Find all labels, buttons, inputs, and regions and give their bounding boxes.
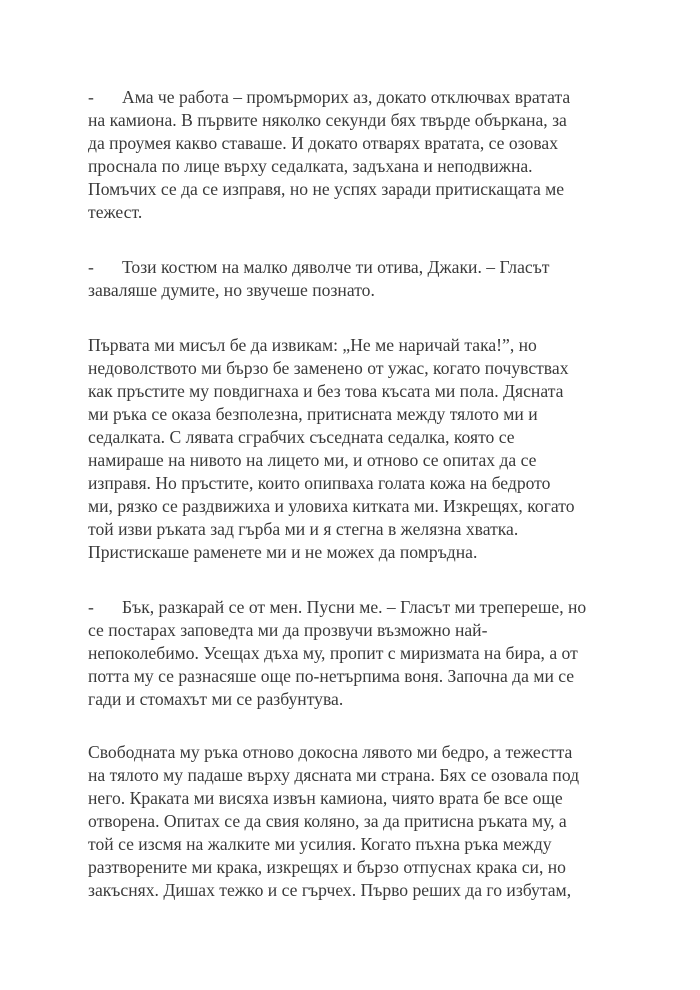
paragraph-line: ми ръка се оказа безполезна, притисната между тялото ми и (88, 404, 538, 424)
paragraph-line: да проумея какво ставаше. И докато отварях вратата, се озовах (88, 133, 559, 153)
paragraph-line: Пристискаше раменете ми и не можех да помръдна. (88, 542, 478, 562)
paragraph-line: закъснях. Дишах тежко и се гърчех. Първо реших да го избутам, (88, 880, 572, 900)
dialogue-dash: - (88, 257, 94, 277)
paragraph-4 (88, 596, 613, 711)
paragraph-line: - Този костюм на малко дяволче ти отива, Джаки. – Гласът (88, 257, 550, 277)
paragraph-line: намираше на нивото на лицето ми, и отново се опитах да се (88, 450, 537, 470)
paragraph-line: Свободната му ръка отново докосна лявото ми бедро, а тежестта (88, 742, 573, 762)
paragraph-line: се постарах заповедта ми да прозвучи възможно най- (88, 620, 488, 640)
paragraph-3 (88, 334, 613, 564)
paragraph-line: Първата ми мисъл бе да извикам: „Не ме наричай така!”, но (88, 335, 537, 355)
paragraph-line: непоколебимо. Усещах дъха му, пропит с миризмата на бира, а от (88, 643, 578, 663)
paragraph-line: - Бък, разкарай се от мен. Пусни ме. – Гласът ми трепереше, но (88, 597, 587, 617)
paragraph-line: разтворените ми крака, изкрещях и бързо отпуснах крака си, но (88, 857, 566, 877)
paragraph-line: него. Краката ми висяха извън камиона, чиято врата бе все още (88, 788, 563, 808)
paragraph-line: потта му се разнасяше още по-нетърпима воня. Започна да ми се (88, 666, 575, 686)
paragraph-line: недоволството ми бързо бе заменено от ужас, когато почувствах (88, 358, 569, 378)
paragraph-line: - Ама че работа – промърморих аз, докато отключвах вратата (88, 87, 571, 107)
paragraph-line: заваляше думите, но звучеше познато. (88, 280, 375, 300)
dialogue-dash: - (88, 597, 94, 617)
paragraph-line: изправя. Но пръстите, които опипваха голата кожа на бедрото (88, 473, 551, 493)
paragraph-line: на камиона. В първите няколко секунди бях твърде объркана, за (88, 110, 567, 130)
paragraph-line: тежест. (88, 202, 143, 222)
paragraph-1 (88, 86, 613, 224)
paragraph-line: седалката. С лявата сграбчих съседната седалка, която се (88, 427, 515, 447)
paragraph-line: ми, рязко се раздвижиха и уловиха китката ми. Изкрещях, когато (88, 496, 575, 516)
paragraph-line: Помъчих се да се изправя, но не успях заради притискащата ме (88, 179, 565, 199)
paragraph-5 (88, 741, 613, 902)
paragraph-line: гади и стомахът ми се разбунтува. (88, 689, 344, 709)
paragraph-line: отворена. Опитах се да свия коляно, за да притисна ръката му, а (88, 811, 567, 831)
paragraph-line: той изви ръката зад гърба ми и я стегна в желязна хватка. (88, 519, 519, 539)
paragraph-line: на тялото му падаше върху дясната ми страна. Бях се озовала под (88, 765, 580, 785)
paragraph-line: как пръстите му повдигнаха и без това късата ми пола. Дясната (88, 381, 564, 401)
paragraph-line: той се изсмя на жалките ми усилия. Когато пъхна ръка между (88, 834, 552, 854)
paragraph-2 (88, 256, 613, 302)
paragraph-line: проснала по лице върху седалката, задъхана и неподвижна. (88, 156, 533, 176)
dialogue-dash: - (88, 87, 94, 107)
